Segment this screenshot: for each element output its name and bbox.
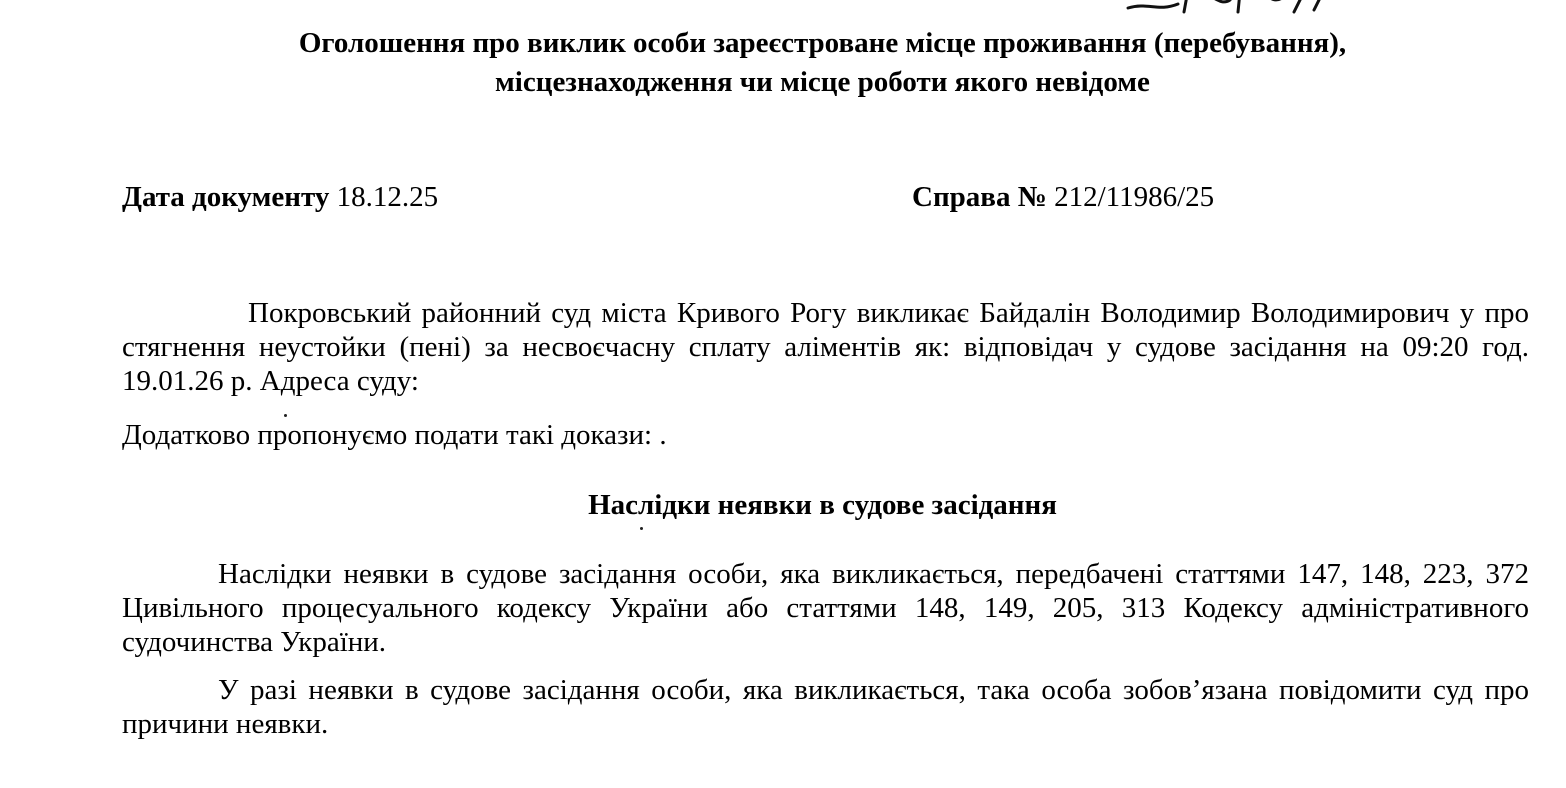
document-date-label: Дата документу [122,181,330,213]
evidence-line: Додатково пропонуємо подати такі докази: . [122,419,667,451]
scan-speck [640,527,643,530]
document-date [122,178,438,216]
document-date-value: 18.12.25 [336,181,439,213]
consequences-paragraph-1: Наслідки неявки в судове засідання особи, яка викликається, передбачені статтями 147, 148, 223, 372 Цивільного процесуального кодексу України або статтями 148, 149, 205, 313 Кодексу адміністративного судочинства України. [122,558,1529,658]
consequences-heading: Наслідки неявки в судове засідання [588,489,1057,521]
scan-speck [284,414,287,417]
case-number-value: 212/11986/25 [1054,181,1215,213]
notice-title-line-2: місцезнаходження чи місце роботи якого невідоме [495,66,1150,98]
case-number-label: Справа № [912,181,1047,213]
case-number [912,178,1214,216]
handwritten-mark [1118,0,1348,16]
notice-title-line-1: Оголошення про виклик особи зареєстроване місце проживання (перебування), [298,27,1347,59]
summons-paragraph: Покровський районний суд міста Кривого Рогу викликає Байдалін Володимир Володимирович у про стягнення неустойки (пені) за несвоєчасну сплату аліментів як: відповідач у судове засідання на 09:20 год. 19.01.26 р. Адреса суду: [122,297,1529,397]
consequences-paragraph-2: У разі неявки в судове засідання особи, яка викликається, така особа зобов’язана повідомити суд про причини неявки. [122,674,1529,740]
